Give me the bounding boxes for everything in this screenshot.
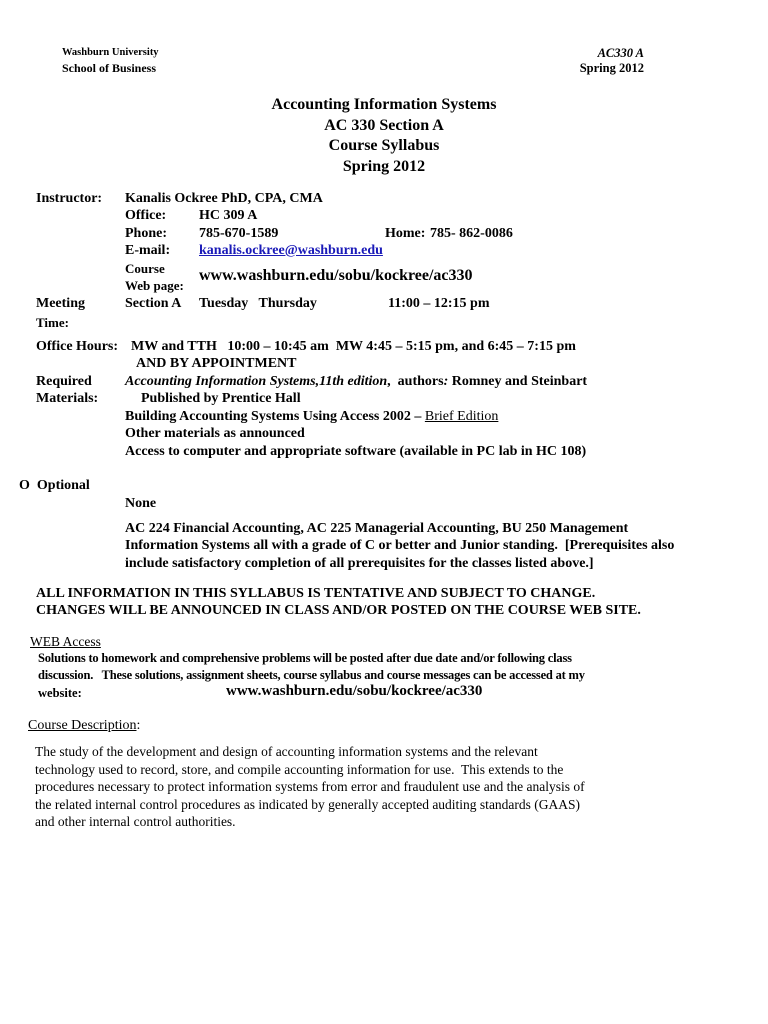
phone-label: Phone: [125,226,167,241]
office-value: HC 309 A [199,208,258,223]
description-line-3: procedures necessary to protect information systems from error and fraudulent use and the analysis of [35,779,585,795]
textbook-authors-prefix: , authors [387,374,444,389]
notice-line-2: CHANGES WILL BE ANNOUNCED IN CLASS AND/OR POSTED ON THE COURSE WEB SITE. [36,603,641,618]
description-heading-text: Course Description [28,718,137,733]
meeting-days: Tuesday Thursday [199,296,317,311]
title-line-4: Spring 2012 [342,157,426,175]
meeting-label-2: Time: [36,315,69,330]
textbook-publisher: Published by Prentice Hall [141,391,301,406]
web-access-heading: WEB Access [30,634,101,649]
office-hours-label: Office Hours: [36,339,119,354]
email-label: E-mail: [125,243,171,258]
description-line-5: and other internal control authorities. [35,814,236,830]
home-value: 785- 862-0086 [430,226,513,241]
web-access-line-1: Solutions to homework and comprehensive problems will be posted after due date and/or following class [38,651,572,665]
book2-line [125,409,498,425]
title-block [0,95,768,177]
description-line-1: The study of the development and design of accounting information systems and the relevant [35,744,538,759]
description-line-2: technology used to record, store, and compile accounting information for use. This extends to the [35,761,564,777]
textbook-authors-colon: : [443,374,449,389]
materials-label-2: Materials: [36,391,99,406]
other-materials: Other materials as announced [125,426,305,441]
school-name: School of Business [62,61,157,75]
textbook-authors: Romney and Steinbart [448,374,588,389]
meeting-label-1: Meeting [36,296,85,311]
prerequisites-line-1: AC 224 Financial Accounting, AC 225 Managerial Accounting, BU 250 Management [125,521,629,536]
description-body [35,743,655,831]
meeting-section: Section A [125,296,182,311]
prerequisites-line-3: include satisfactory completion of all prerequisites for the classes listed above.] [125,556,594,571]
instructor-label: Instructor: [36,191,103,206]
description-heading [28,718,140,734]
instructor-name: Kanalis Ockree PhD, CPA, CMA [125,191,323,206]
university-name: Washburn University [62,47,159,58]
prerequisites-line-2: Information Systems all with a grade of C or better and Junior standing. [Prerequisites also [125,538,675,553]
title-line-1: Accounting Information Systems [271,96,497,113]
description-heading-colon: : [136,718,141,733]
course-web-label-1: Course [125,261,165,276]
phone-value: 785-670-1589 [199,226,279,241]
notice-line-1: ALL INFORMATION IN THIS SYLLABUS IS TENTATIVE AND SUBJECT TO CHANGE. [36,586,596,601]
course-code: AC330 A [597,46,644,60]
materials-label-1: Required [36,374,92,389]
home-label: Home: [385,226,426,241]
book2-edition: Brief Edition [424,409,499,424]
computer-access: Access to computer and appropriate software (available in PC lab in HC 108) [125,444,587,459]
textbook-title: Accounting Information Systems,11th edition [125,374,388,389]
web-access-website-label: website: [38,686,82,700]
course-web-label-2: Web page: [125,278,184,293]
email-link[interactable]: kanalis.ockree@washburn.edu [199,243,383,258]
optional-value: None [125,496,157,511]
title-line-3: Course Syllabus [328,137,440,154]
meeting-time: 11:00 – 12:15 pm [388,296,490,311]
office-label: Office: [125,208,167,223]
term: Spring 2012 [579,61,644,75]
course-web-url[interactable]: www.washburn.edu/sobu/kockree/ac330 [199,267,473,284]
description-line-4: the related internal control procedures as indicated by generally accepted auditing standards (GAAS) [35,796,581,812]
book2-title: Building Accounting Systems Using Access 2002 – [125,409,425,424]
office-hours-line-1: MW and TTH 10:00 – 10:45 am MW 4:45 – 5:15 pm, and 6:45 – 7:15 pm [131,339,576,354]
textbook-line [125,374,587,390]
title-line-2: AC 330 Section A [324,116,444,134]
optional-label: O Optional [19,478,90,493]
office-hours-line-2: AND BY APPOINTMENT [136,356,297,371]
web-access-line-2: discussion. These solutions, assignment sheets, course syllabus and course messages can be accessed at my [38,668,585,682]
web-access-url[interactable]: www.washburn.edu/sobu/kockree/ac330 [226,683,483,699]
